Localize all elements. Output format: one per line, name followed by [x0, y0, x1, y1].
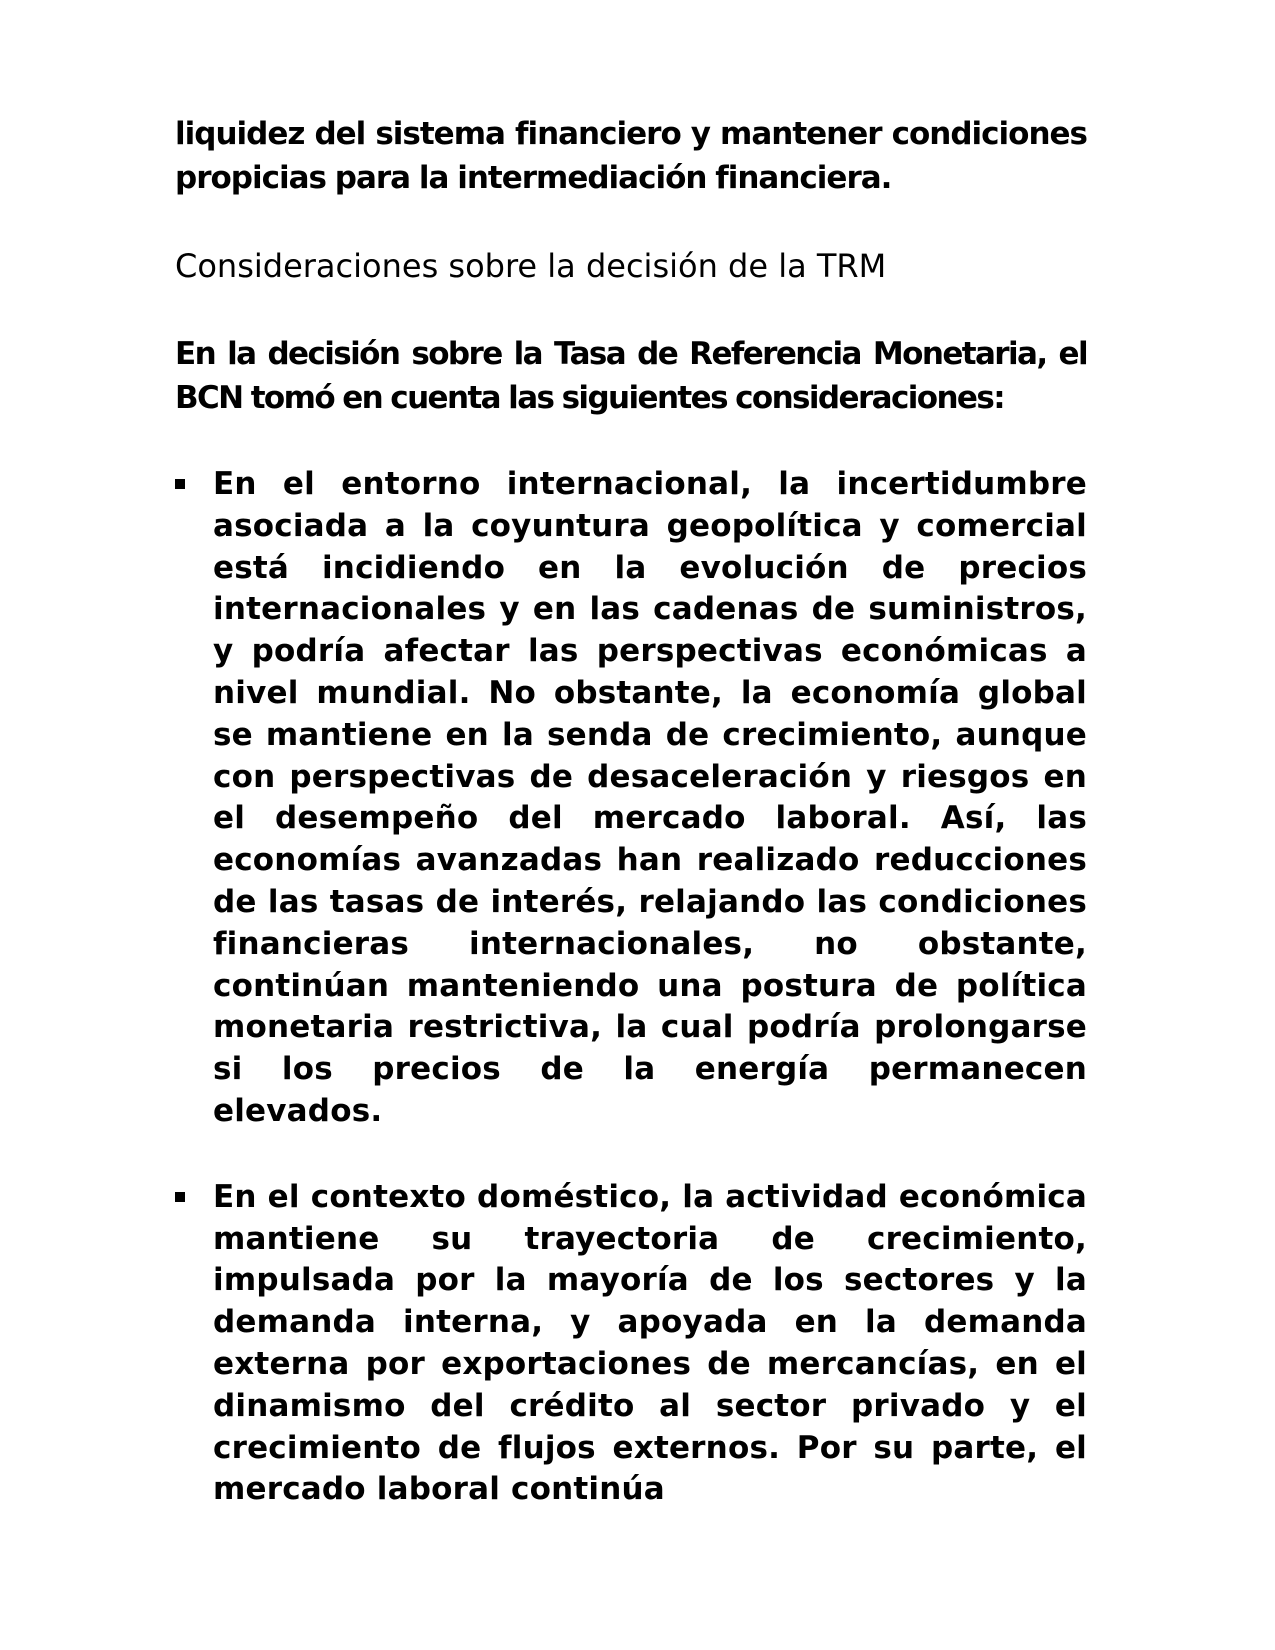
document-page	[175, 112, 1087, 1511]
square-bullet-icon	[175, 1192, 185, 1202]
continuation-paragraph: liquidez del sistema financiero y mantener condiciones propicias para la intermediación financiera.	[175, 116, 1087, 196]
domestic-context-text: En el contexto doméstico, la actividad económica mantiene su trayectoria de crecimiento, impulsada por la mayoría de los sectores y la demanda interna, y apoyada en la demanda externa por exportaciones de mercancías, en el dinamismo del crédito al sector privado y el crecimiento de flujos externos. Por su parte, el mercado laboral continúa	[213, 1178, 1087, 1508]
section-heading: Consideraciones sobre la decisión de la TRM	[175, 247, 887, 285]
list-item	[175, 464, 1087, 1133]
square-bullet-icon	[175, 479, 185, 489]
considerations-list	[175, 464, 1087, 1511]
list-item	[175, 1177, 1087, 1511]
intro-paragraph: En la decisión sobre la Tasa de Referencia Monetaria, el BCN tomó en cuenta las siguientes consideraciones:	[175, 336, 1087, 416]
international-context-text: En el entorno internacional, la incertidumbre asociada a la coyuntura geopolítica y comercial está incidiendo en la evolución de precios internacionales y en las cadenas de suministros, y podría afectar las perspectivas económicas a nivel mundial. No obstante, la economía global se mantiene en la senda de crecimiento, aunque con perspectivas de desaceleración y riesgos en el desempeño del mercado laboral. Así, las economías avanzadas han realizado reducciones de las tasas de interés, relajando las condiciones financieras internacionales, no obstante, continúan manteniendo una postura de política monetaria restrictiva, la cual podría prolongarse si los precios de la energía permanecen elevados.	[213, 466, 1087, 1129]
